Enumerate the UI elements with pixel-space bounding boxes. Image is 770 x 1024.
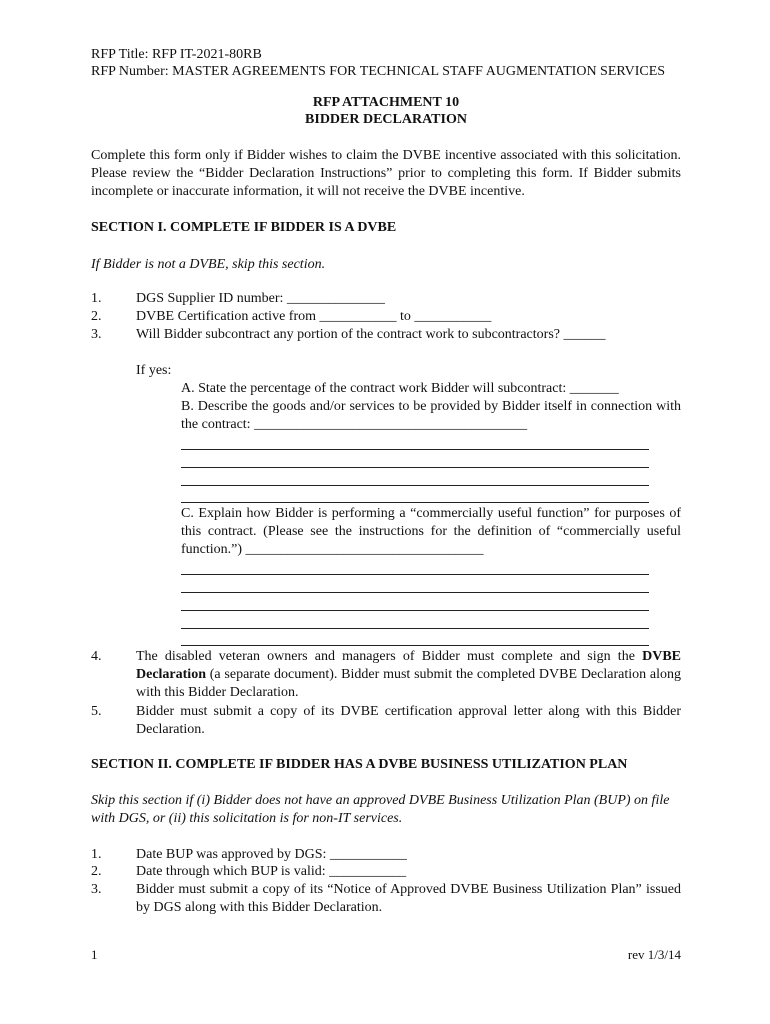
s1-item-3-number: 3.	[91, 327, 102, 342]
item-4-text-end: (a separate document). Bidder must submit the completed DVBE Declaration along with this Bidder Declaration.	[136, 667, 681, 700]
s2-item-3-text: Bidder must submit a copy of its “Notice of Approved DVBE Business Utilization Plan” issued by DGS along with this Bidder Declaration.	[136, 882, 681, 915]
answer-line	[181, 502, 649, 503]
sub-item-a: A. State the percentage of the contract work Bidder will subcontract: _______	[181, 381, 619, 396]
answer-line	[181, 628, 649, 629]
revision-label: rev 1/3/14	[627, 947, 681, 962]
sub-item-b: B. Describe the goods and/or services to be provided by Bidder itself in connection with the contract: _______________________________________	[181, 399, 681, 432]
rfp-number-line: RFP Number: MASTER AGREEMENTS FOR TECHNICAL STAFF AUGMENTATION SERVICES	[91, 64, 666, 79]
s2-item-3-number: 3.	[91, 882, 102, 897]
s1-item-5-number: 5.	[91, 704, 102, 719]
section-2-heading: SECTION II. COMPLETE IF BIDDER HAS A DVBE BUSINESS UTILIZATION PLAN	[91, 757, 628, 772]
s1-item-4-text	[136, 648, 681, 702]
section-2-skip-note: Skip this section if (i) Bidder does not have an approved DVBE Business Utilization Plan (BUP) on file with DGS, or (ii) this solicitation is for non-IT services.	[91, 793, 670, 826]
sub-item-c: C. Explain how Bidder is performing a “commercially useful function” for purposes of this contract. (Please see the instructions for the definition of “commercially useful function.”) __________________________________	[181, 506, 681, 557]
s1-item-4-number: 4.	[91, 649, 102, 664]
s2-item-2-text: Date through which BUP is valid: ___________	[136, 864, 407, 879]
page-number: 1	[91, 947, 98, 962]
s1-item-2-number: 2.	[91, 309, 102, 324]
answer-line	[181, 574, 649, 575]
s1-item-3-text: Will Bidder subcontract any portion of the contract work to subcontractors? ______	[136, 327, 606, 342]
answer-line	[181, 645, 649, 646]
answer-line	[181, 592, 649, 593]
s2-item-2-number: 2.	[91, 864, 102, 879]
s1-item-5-text: Bidder must submit a copy of its DVBE certification approval letter along with this Bidder Declaration.	[136, 704, 681, 737]
s2-item-1-text: Date BUP was approved by DGS: ___________	[136, 847, 407, 862]
dvbe-declaration-emphasis: DVBE Declaration	[136, 649, 681, 682]
item-4-text-start: The disabled veteran owners and managers of Bidder must complete and sign the	[136, 649, 643, 664]
s2-item-1-number: 1.	[91, 847, 102, 862]
if-yes-label: If yes:	[136, 363, 172, 378]
attachment-label: RFP ATTACHMENT 10	[312, 95, 460, 110]
s1-item-1-number: 1.	[91, 291, 102, 306]
intro-paragraph: Complete this form only if Bidder wishes to claim the DVBE incentive associated with this solicitation. Please review the “Bidder Declaration Instructions” prior to completing this form. If Bidder submits incomplete or inaccurate information, it will not receive the DVBE incentive.	[91, 148, 681, 199]
answer-line	[181, 610, 649, 611]
section-1-skip-note: If Bidder is not a DVBE, skip this section.	[91, 257, 326, 272]
s1-item-2-text: DVBE Certification active from ___________ to ___________	[136, 309, 492, 324]
answer-line	[181, 449, 649, 450]
rfp-title-line: RFP Title: RFP IT-2021-80RB	[91, 47, 262, 62]
document-title: BIDDER DECLARATION	[305, 112, 467, 127]
answer-line	[181, 485, 649, 486]
s1-item-1-text: DGS Supplier ID number: ______________	[136, 291, 385, 306]
section-1-heading: SECTION I. COMPLETE IF BIDDER IS A DVBE	[91, 220, 397, 235]
answer-line	[181, 467, 649, 468]
